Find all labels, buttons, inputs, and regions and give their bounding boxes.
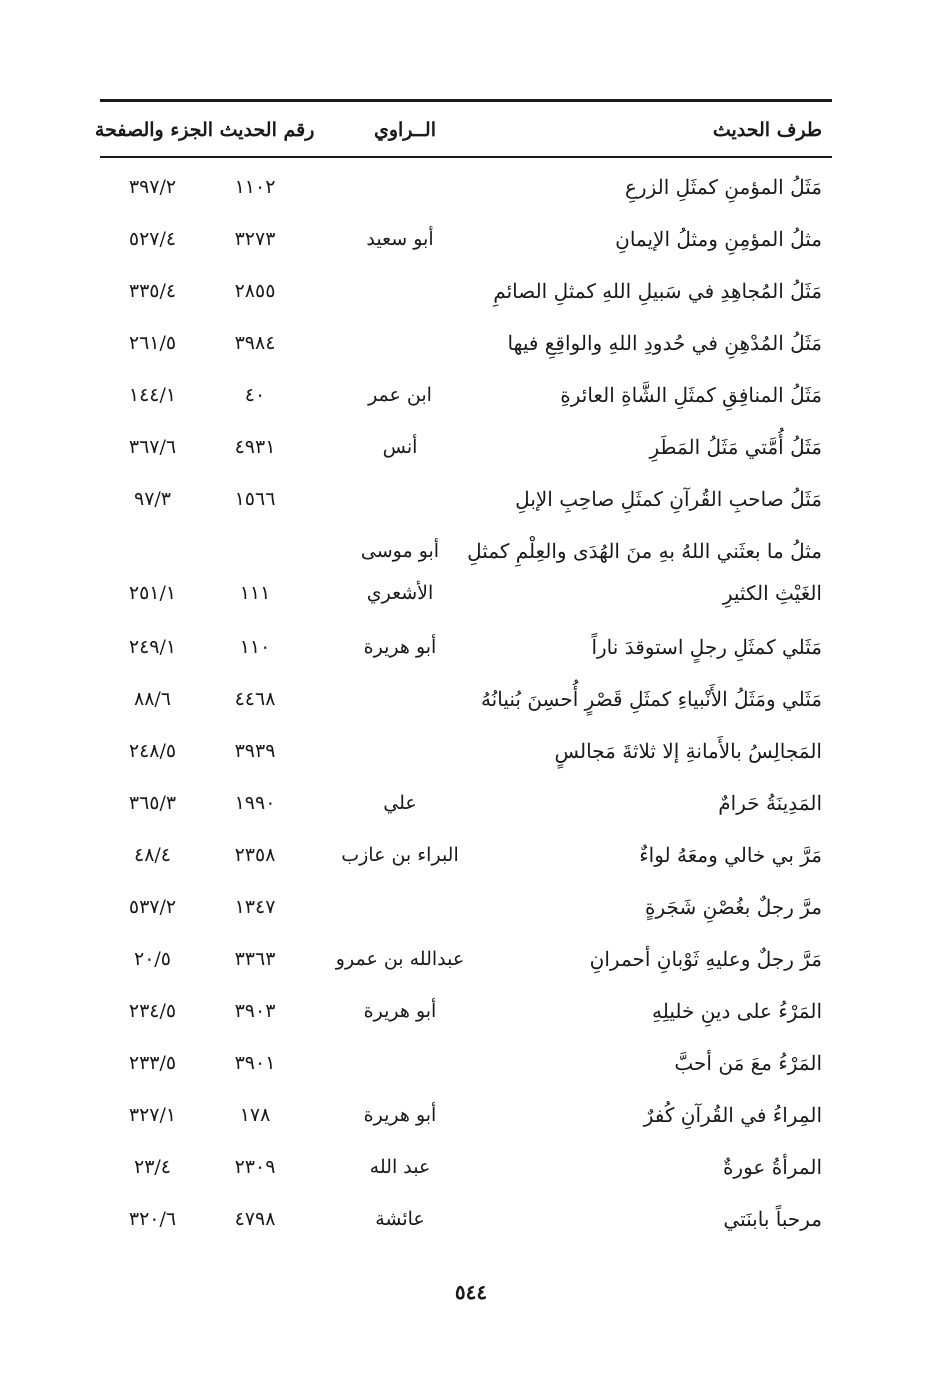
hadith-title: المَجالِسُ بالأَمانةِ إلا ثلاثةَ مَجالسٍ (554, 739, 822, 763)
hadith-title: المرأةُ عورةٌ (722, 1155, 822, 1179)
volume-page: ٨٨/٦ (133, 688, 172, 710)
table-row (100, 831, 832, 883)
hadith-number: ٤٩٣١ (234, 436, 276, 458)
table-row (100, 267, 832, 319)
narrator: علي (383, 792, 417, 814)
hadith-number: ٤٤٦٨ (234, 688, 276, 710)
table-row (100, 215, 832, 267)
volume-page: ٢٤٩/١ (128, 636, 177, 658)
volume-page: ٢٤٨/٥ (128, 740, 177, 762)
hadith-number: ٤٧٩٨ (234, 1208, 276, 1230)
table-row (100, 319, 832, 371)
table-header-rule (100, 156, 832, 158)
hadith-title: مَثَلُ صاحبِ القُرآنِ كمثَلِ صاحِبِ الإبلِ (515, 487, 822, 511)
table-row (100, 779, 832, 831)
volume-page: ٢٣٣/٥ (128, 1052, 177, 1074)
hadith-number: ٣٩٨٤ (234, 332, 276, 354)
hadith-title: مَرَّ بي خالي ومعَهُ لواءٌ (639, 843, 822, 867)
header-volume-page: الجزء والصفحة (94, 119, 214, 141)
table-row (100, 675, 832, 727)
hadith-number: ٣٣٦٣ (234, 948, 276, 970)
volume-page: ٩٧/٣ (133, 488, 172, 510)
hadith-index-table (100, 163, 832, 1247)
table-row (100, 1039, 832, 1091)
narrator: ابن عمر (368, 384, 432, 406)
volume-page: ٢٣/٤ (133, 1156, 172, 1178)
hadith-number: ١١٠ (239, 636, 271, 658)
hadith-title: مَثَلُ أُمَّتي مَثَلُ المَطَرِ (649, 435, 822, 459)
table-row (100, 163, 832, 215)
volume-page: ٢٣٤/٥ (128, 1000, 177, 1022)
hadith-number: ١٣٤٧ (234, 896, 276, 918)
table-row (100, 1091, 832, 1143)
table-row (100, 987, 832, 1039)
hadith-number: ١٧٨ (239, 1104, 271, 1126)
hadith-title: مَثَلُ المُجاهِدِ في سَبيلِ اللهِ كمثلِ الصائمِ (493, 279, 822, 303)
hadith-title: مَثَلي ومَثَلُ الأَنْبياءِ كمثَلِ قَصْرٍ أُحسِنَ بُنيانُهُ (480, 687, 822, 711)
volume-page: ٣٩٧/٢ (128, 176, 177, 198)
table-row (100, 883, 832, 935)
header-hadith-number: رقم الحديث (219, 119, 315, 141)
hadith-number: ٢٣٠٩ (234, 1156, 276, 1178)
table-row (100, 423, 832, 475)
narrator: أبو هريرة (363, 1000, 437, 1022)
narrator: البراء بن عازب (341, 844, 459, 866)
volume-page: ٣٢٠/٦ (128, 1208, 177, 1230)
narrator: أبو سعيد (366, 228, 434, 250)
hadith-title: المَرْءُ على دينِ خليلِهِ (651, 999, 822, 1023)
hadith-number: ١٥٦٦ (234, 488, 276, 510)
hadith-title: المَرْءُ معَ مَن أحبَّ (674, 1051, 822, 1075)
hadith-number: ٣٩٠٣ (234, 1000, 276, 1022)
hadith-title: مَثَلي كمثَلِ رجلٍ استوقدَ ناراً (591, 635, 822, 659)
hadith-title: مرحباً بابنَتي (723, 1207, 822, 1231)
hadith-title: مثلُ ما بعثَني اللهُ بهِ منَ الهُدَى والعِلْمِ كمثلِ (467, 539, 822, 563)
hadith-title: مَثَلُ المؤمنِ كمثَلِ الزرعِ (625, 175, 822, 199)
hadith-number: ١٩٩٠ (234, 792, 276, 814)
hadith-number: ٢٨٥٥ (234, 280, 276, 302)
volume-page: ٥٢٧/٤ (128, 228, 177, 250)
hadith-number: ٣٩٠١ (234, 1052, 276, 1074)
table-row (100, 935, 832, 987)
volume-page: ٣٢٧/١ (128, 1104, 177, 1126)
page-number: ٥٤٤ (454, 1280, 488, 1304)
table-row (100, 1195, 832, 1247)
volume-page: ٢٦١/٥ (128, 332, 177, 354)
narrator: أبو هريرة (363, 636, 437, 658)
narrator: عائشة (375, 1208, 425, 1230)
hadith-number: ٣٢٧٣ (234, 228, 276, 250)
table-row (100, 527, 832, 623)
table-top-rule (100, 99, 832, 102)
table-row (100, 623, 832, 675)
hadith-title: مَثَلُ المُدْهِنِ في حُدودِ اللهِ والواقِعِ فيها (507, 331, 822, 355)
volume-page: ٣٦٧/٦ (128, 436, 177, 458)
volume-page: ٢٠/٥ (133, 948, 172, 970)
table-header (94, 108, 832, 152)
hadith-title: المَدِينَةُ حَرامٌ (718, 791, 822, 815)
hadith-number: ١١٠٢ (234, 176, 276, 198)
hadith-number: ٣٩٣٩ (234, 740, 276, 762)
narrator: أبو هريرة (363, 1104, 437, 1126)
hadith-number: ٤٠ (244, 384, 266, 406)
hadith-number: ٢٣٥٨ (234, 844, 276, 866)
narrator-continuation: الأشعري (366, 582, 434, 604)
narrator: أبو موسى (360, 540, 440, 562)
narrator: عبد الله (369, 1156, 431, 1178)
volume-page: ٣٦٥/٣ (128, 792, 177, 814)
header-narrator: الــراوي (373, 119, 436, 141)
narrator: عبدالله بن عمرو (335, 948, 465, 970)
hadith-title: مثلُ المؤمِنِ ومثلُ الإيمانِ (615, 227, 822, 251)
header-hadith-title: طرف الحديث (712, 119, 822, 141)
hadith-title-continuation: الغَيْثِ الكثيرِ (722, 581, 822, 605)
volume-page: ٣٣٥/٤ (128, 280, 177, 302)
volume-page: ١٤٤/١ (128, 384, 177, 406)
hadith-title: مرَّ رجلٌ بغُصْنِ شَجَرةٍ (645, 895, 822, 919)
table-row (100, 371, 832, 423)
narrator: أنس (382, 436, 418, 458)
hadith-title: المِراءُ في القُرآنِ كُفرٌ (643, 1103, 822, 1127)
table-row (100, 1143, 832, 1195)
hadith-number: ١١١ (239, 582, 271, 604)
hadith-title: مَرَّ رجلٌ وعليهِ ثَوْبانِ أحمرانِ (589, 947, 822, 971)
volume-page: ٥٣٧/٢ (128, 896, 177, 918)
volume-page: ٤٨/٤ (133, 844, 172, 866)
table-row (100, 727, 832, 779)
hadith-title: مَثَلُ المنافِقِ كمثَلِ الشَّاةِ العائرةِ (560, 383, 822, 407)
table-row (100, 475, 832, 527)
volume-page: ٢٥١/١ (128, 582, 177, 604)
